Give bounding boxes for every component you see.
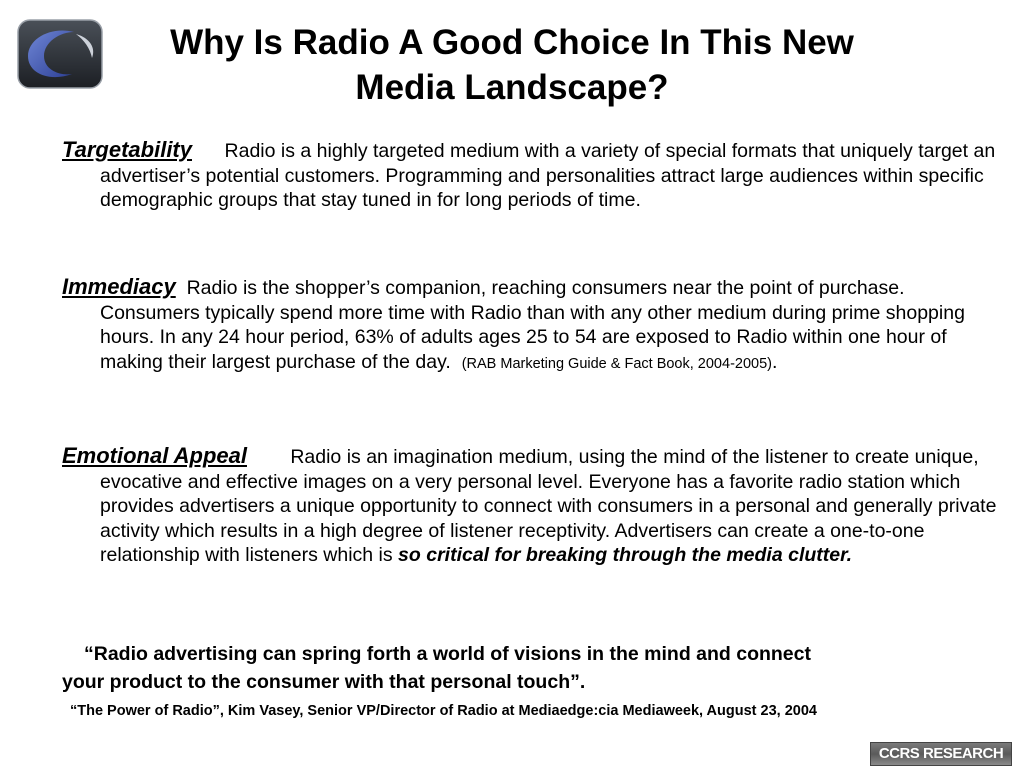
logo-icon [16, 18, 104, 90]
brand-badge: CCRS RESEARCH [870, 742, 1012, 766]
immediacy-citation-end: . [771, 350, 778, 373]
emotional-appeal-emphasis: so critical for breaking through the media clutter. [398, 544, 853, 566]
targetability-body: Radio is a highly targeted medium with a variety of special formats that uniquely target an advertiser’s potential customers. Programming and personalities attract large audiences within specific demographic groups that stay tuned in for long periods of time. [100, 140, 996, 211]
immediacy-body: Radio is the shopper’s companion, reaching consumers near the point of purchase. Consumers typically spend more time with Radio than with any other medium during prime shopping hours. In any 24 hour period, 63% of adults ages 25 to 54 are exposed to Radio within one hour of making their largest purchase of the day. [100, 277, 965, 373]
pull-quote [62, 640, 962, 696]
title-line-1: Why Is Radio A Good Choice In This New [170, 23, 854, 62]
section-targetability [62, 138, 1000, 213]
term-emotional-appeal: Emotional Appeal [62, 443, 247, 468]
title-line-2: Media Landscape? [355, 68, 669, 107]
quote-line-1: “Radio advertising can spring forth a world of visions in the mind and connect [84, 643, 811, 665]
term-targetability: Targetability [62, 137, 192, 162]
section-immediacy [62, 275, 1000, 376]
quote-source: “The Power of Radio”, Kim Vasey, Senior VP/Director of Radio at Mediaedge:cia Mediaweek, August 23, 2004 [70, 703, 817, 719]
term-immediacy: Immediacy [62, 274, 176, 299]
quote-line-2: your product to the consumer with that personal touch”. [62, 671, 586, 693]
immediacy-citation: (RAB Marketing Guide & Fact Book, 2004-2005) [461, 355, 772, 372]
page-title [112, 20, 912, 110]
emotional-appeal-body: Radio is an imagination medium, using the mind of the listener to create unique, evocative and effective images on a very personal level. Everyone has a favorite radio station which provides advertisers a unique opportunity to connect with consumers in a personal and generally private activity which results in a high degree of listener receptivity. Advertisers can create a one-to-one relationship with listeners which is [100, 446, 997, 566]
section-emotional-appeal [62, 444, 1000, 568]
